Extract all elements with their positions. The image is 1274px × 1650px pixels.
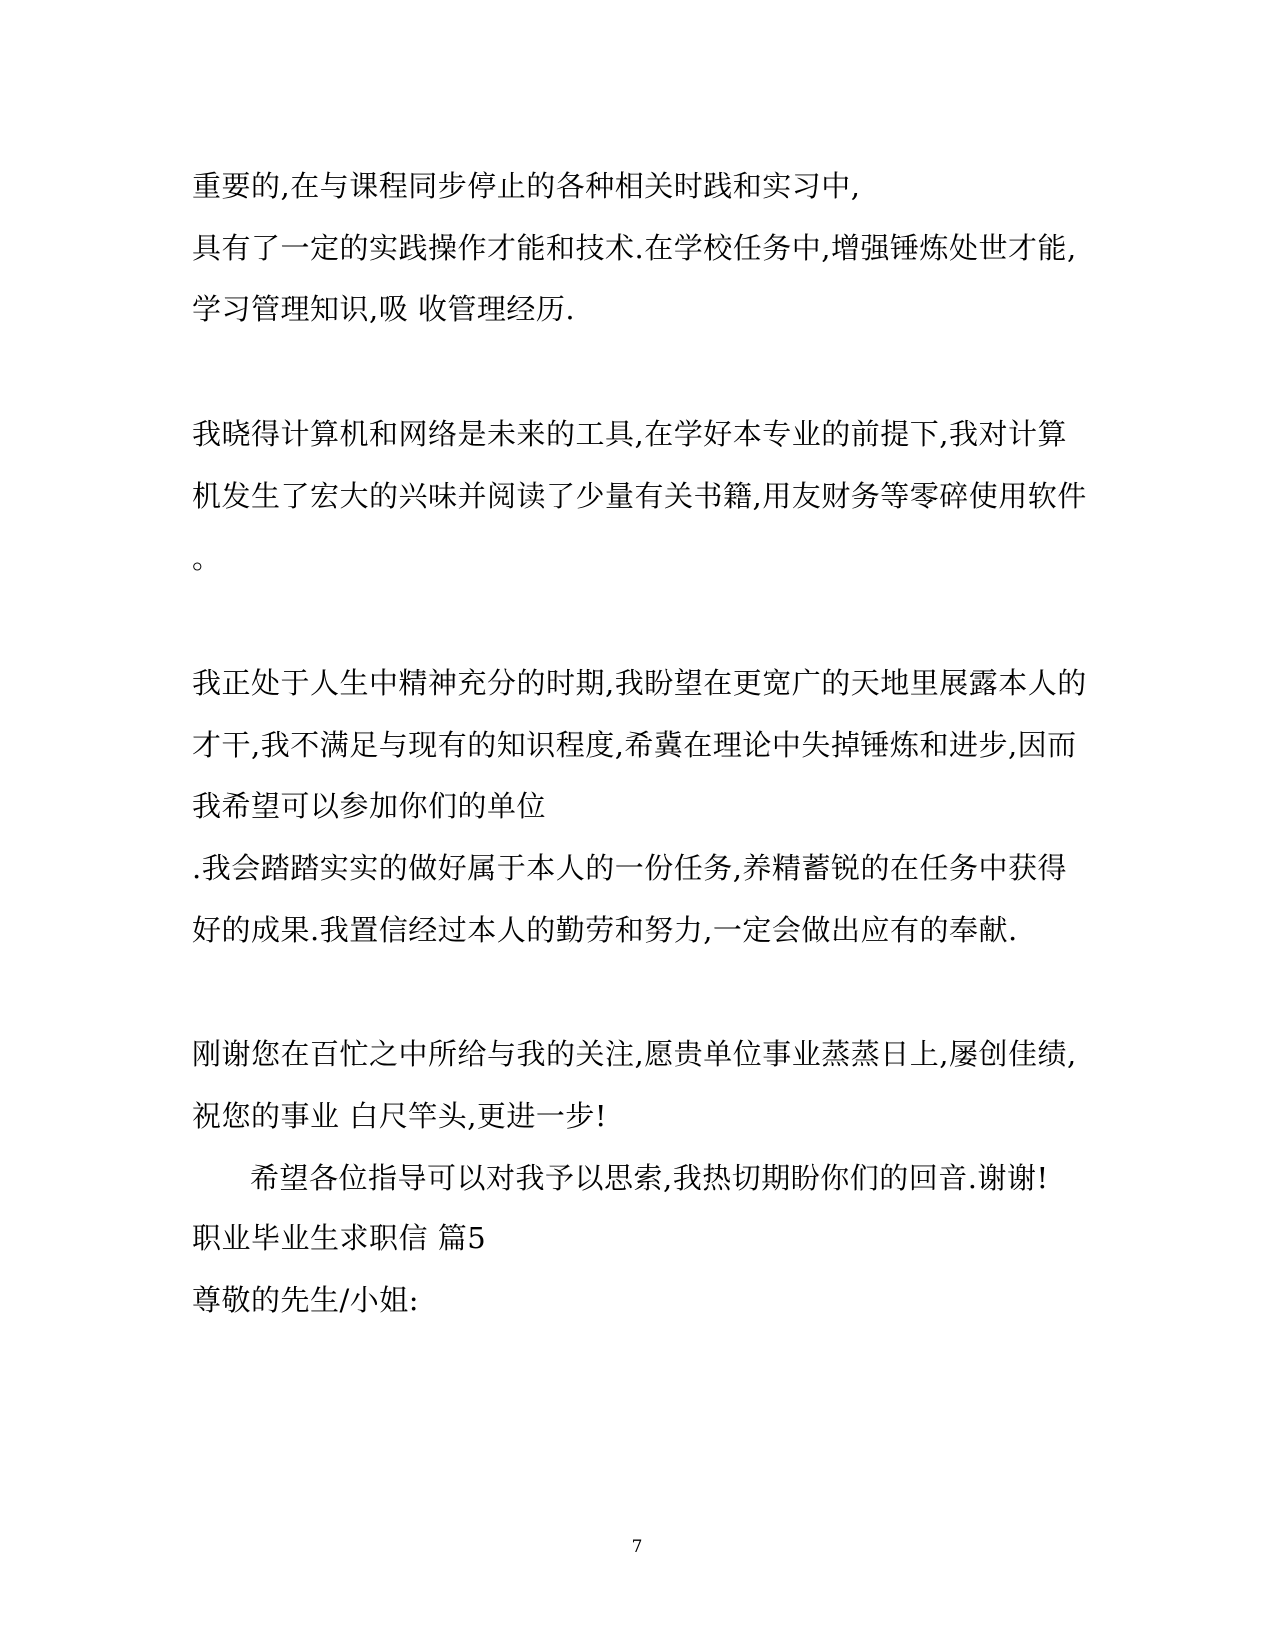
section-heading: 职业毕业生求职信 篇5	[192, 1221, 487, 1255]
text-line: 。	[192, 541, 222, 575]
text-line: 重要的,在与课程同步停止的各种相关时践和实习中,	[192, 169, 861, 203]
salutation: 尊敬的先生/小姐:	[192, 1283, 420, 1317]
text-line: 祝您的事业 白尺竿头,更进一步!	[192, 1099, 608, 1133]
text-line: 我晓得计算机和网络是未来的工具,在学好本专业的前提下,我对计算	[192, 417, 1067, 451]
text-line: .我会踏踏实实的做好属于本人的一份任务,养精蓄锐的在任务中获得	[192, 851, 1067, 885]
text-line: 我希望可以参加你们的单位	[192, 789, 547, 823]
text-line: 机发生了宏大的兴味并阅读了少量有关书籍,用友财务等零碎使用软件	[192, 479, 1087, 513]
text-line: 我正处于人生中精神充分的时期,我盼望在更宽广的天地里展露本人的	[192, 666, 1087, 700]
text-line: 具有了一定的实践操作才能和技术.在学校任务中,增强锤炼处世才能,	[192, 231, 1077, 265]
text-line: 学习管理知识,吸 收管理经历.	[192, 292, 576, 326]
text-line: 好的成果.我置信经过本人的勤劳和努力,一定会做出应有的奉献.	[192, 913, 1018, 947]
text-line: 刚谢您在百忙之中所给与我的关注,愿贵单位事业蒸蒸日上,屡创佳绩,	[192, 1037, 1077, 1071]
text-line: 才干,我不满足与现有的知识程度,希冀在理论中失掉锤炼和进步,因而	[192, 728, 1077, 762]
page-number: 7	[631, 1537, 643, 1557]
text-line: 希望各位指导可以对我予以思索,我热切期盼你们的回音.谢谢!	[250, 1161, 1049, 1195]
